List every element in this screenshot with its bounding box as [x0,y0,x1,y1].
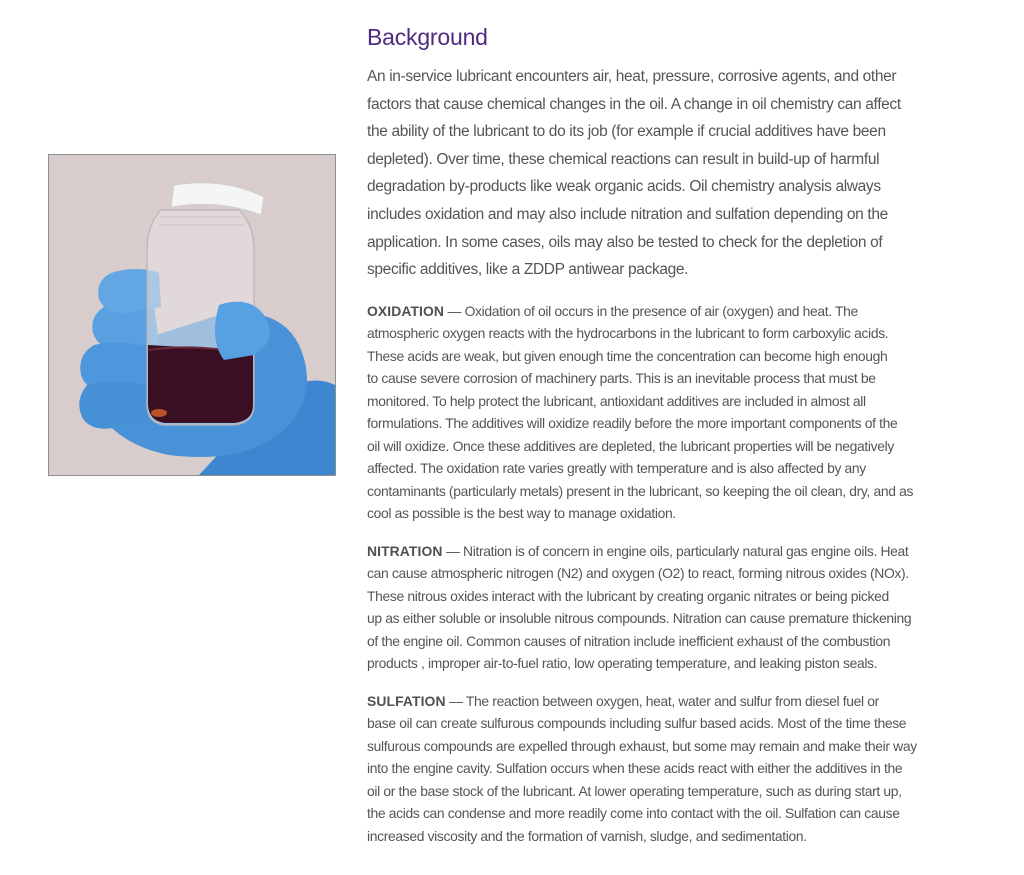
oxidation-term: OXIDATION [367,302,445,319]
oxidation-line: These acids are weak, but given enough time the concentration can become high enough [367,347,888,364]
oil-sample-photo [48,154,336,476]
nitration-line: up as either soluble or insoluble nitrous compounds. Nitration can cause premature thickening [367,610,912,627]
nitration-line: can cause atmospheric nitrogen (N2) and oxygen (O2) to react, forming nitrous oxides (NOx). [367,565,909,582]
intro-line: degradation by-products like weak organic acids. Oil chemistry analysis always [367,178,881,196]
sulfation-line [367,690,987,713]
oxidation-text: — Oxidation of oil occurs in the presence of air (oxygen) and heat. The [444,302,858,319]
intro-line: specific additives, like a ZDDP antiwear package. [367,261,689,279]
sulfation-line: the acids can condense and more readily come into contact with the oil. Sulfation can cause [367,805,900,822]
sulfation-line: increased viscosity and the formation of varnish, sludge, and sedimentation. [367,827,807,844]
oxidation-line: atmospheric oxygen reacts with the hydrocarbons in the lubricant to form carboxylic acids. [367,325,889,342]
oxidation-line: to cause severe corrosion of machinery parts. This is an inevitable process that must be [367,370,876,387]
intro-line: factors that cause chemical changes in the oil. A change in oil chemistry can affect [367,95,901,113]
oxidation-line [367,300,987,323]
sulfation-text: — The reaction between oxygen, heat, water and sulfur from diesel fuel or [445,692,879,709]
nitration-line [367,540,987,563]
nitration-term: NITRATION [367,542,443,559]
oxidation-line: oil will oxidize. Once these additives are depleted, the lubricant properties will be negatively [367,437,894,454]
oxidation-line: cool as possible is the best way to manage oxidation. [367,505,676,522]
nitration-paragraph [367,540,987,675]
oxidation-line: contaminants (particularly metals) present in the lubricant, so keeping the oil clean, dry, and as [367,482,914,499]
section-heading: Background [367,24,488,50]
oxidation-line: affected. The oxidation rate varies greatly with temperature and is also affected by any [367,460,866,477]
intro-line: the ability of the lubricant to do its job (for example if crucial additives have been [367,123,886,141]
nitration-line: products , improper air-to-fuel ratio, low operating temperature, and leaking piston seals. [367,655,878,672]
intro-line: depleted). Over time, these chemical reactions can result in build-up of harmful [367,150,880,168]
sulfation-line: sulfurous compounds are expelled through exhaust, but some may remain and make their way [367,737,917,754]
sulfation-line: base oil can create sulfurous compounds including sulfur based acids. Most of the time these [367,715,907,732]
oxidation-line: monitored. To help protect the lubricant, antioxidant additives are included in almost all [367,392,866,409]
intro-line: An in-service lubricant encounters air, heat, pressure, corrosive agents, and other [367,68,897,85]
nitration-line: of the engine oil. Common causes of nitration include inefficient exhaust of the combustion [367,632,891,649]
nitration-line: These nitrous oxides interact with the lubricant by creating organic nitrates or being picked [367,587,889,604]
sulfation-line: into the engine cavity. Sulfation occurs when these acids react with either the additives in the [367,760,903,777]
oxidation-paragraph [367,300,987,525]
intro-paragraph [367,63,987,284]
oil-highlight [151,409,167,417]
oxidation-line: formulations. The additives will oxidize readily before the more important components of the [367,415,898,432]
intro-line: includes oxidation and may also include nitration and sulfation depending on the [367,205,888,223]
sulfation-term: SULFATION [367,692,446,709]
sulfation-line: oil or the base stock of the lubricant. At lower operating temperature, such as during start up, [367,782,902,799]
background-article [367,22,987,847]
nitration-text: — Nitration is of concern in engine oils, particularly natural gas engine oils. Heat [442,542,909,559]
oil-sample-illustration [49,155,335,475]
sulfation-paragraph [367,690,987,848]
intro-line: application. In some cases, oils may also be tested to check for the depletion of [367,233,883,251]
